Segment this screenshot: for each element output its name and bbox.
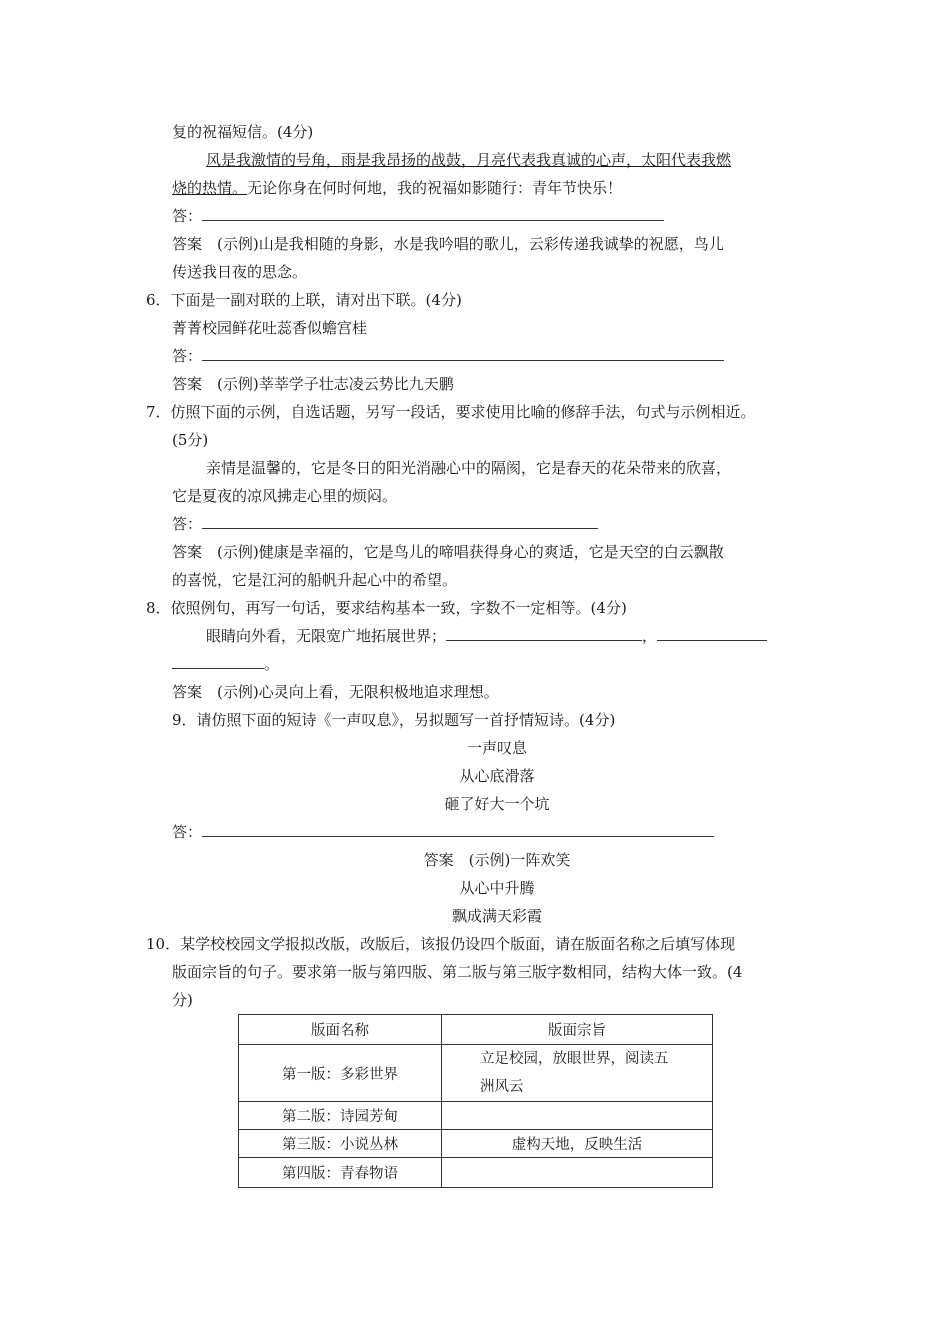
- q5-passage-rest: 无论你身在何时何地，我的祝福如影随行：青年节快乐！: [247, 179, 623, 197]
- answer-blank[interactable]: [657, 626, 767, 641]
- answer-blank[interactable]: [172, 654, 264, 669]
- answer-blank[interactable]: [202, 514, 598, 529]
- q5-answer-line: [172, 206, 664, 226]
- table-cell-aim-blank[interactable]: [442, 1158, 713, 1188]
- q5-prompt-cont: 复的祝福短信。(4分): [172, 123, 314, 141]
- answer-blank[interactable]: [202, 822, 714, 837]
- table-header-name: 版面名称: [239, 1015, 442, 1045]
- table-cell-aim-blank[interactable]: [442, 1102, 713, 1130]
- table-cell-name: 第四版：青春物语: [239, 1158, 442, 1188]
- table-row: [239, 1102, 713, 1130]
- table-row: [239, 1158, 713, 1188]
- table-header-row: [239, 1015, 713, 1045]
- table-cell-name: 第三版：小说丛林: [239, 1130, 442, 1158]
- q9-poem-line: 一声叹息: [466, 739, 527, 757]
- q5-underlined-text-end: 烧的热情。: [172, 179, 248, 197]
- q7-example-1: 亲情是温馨的，它是冬日的阳光消融心中的隔阂，它是春天的花朵带来的欣喜，: [206, 459, 732, 477]
- table-cell-name: 第二版：诗园芳甸: [239, 1102, 442, 1130]
- q8-prompt: 8．依照例句，再写一句话，要求结构基本一致，字数不一定相等。(4分): [146, 599, 627, 617]
- q9-answer-line: [172, 822, 714, 842]
- table-cell-aim: [442, 1045, 713, 1102]
- q7-prompt-1: 7．仿照下面的示例，自选话题，另写一段话，要求使用比喻的修辞手法，句式与示例相近。: [146, 403, 756, 421]
- layout-table: [238, 1014, 713, 1188]
- q5-passage-line1: [206, 150, 731, 170]
- q6-prompt: 6．下面是一副对联的上联，请对出下联。(4分): [146, 291, 462, 309]
- q7-answer-line: [172, 514, 598, 534]
- q8-comma: ，: [642, 627, 658, 645]
- q6-couplet-line: 菁菁校园鲜花吐蕊香似蟾宫桂: [172, 319, 368, 337]
- q8-period: 。: [264, 655, 280, 673]
- q8-continuation-line: [172, 654, 279, 674]
- q9-answer-3: 飘成满天彩霞: [451, 907, 542, 925]
- q9-prompt: 9．请仿照下面的短诗《一声叹息》，另拟题写一首抒情短诗。(4分): [172, 711, 616, 729]
- q6-answer: 答案 (示例)莘莘学子壮志凌云势比九天鹏: [172, 375, 454, 393]
- table-row: [239, 1130, 713, 1158]
- q10-prompt-1: 10．某学校校园文学报拟改版，改版后，该报仍设四个版面，请在版面名称之后填写体现: [146, 935, 736, 953]
- q8-example: 眼睛向外看，无限宽广地拓展世界；: [206, 627, 447, 645]
- answer-label: 答：: [172, 347, 203, 365]
- answer-label: 答：: [172, 823, 203, 841]
- q7-answer-2: 的喜悦，它是江河的船帆升起心中的希望。: [172, 571, 458, 589]
- table-cell-aim-line: 洲风云: [480, 1079, 524, 1095]
- table-header-aim: 版面宗旨: [442, 1015, 713, 1045]
- q7-example-2: 它是夏夜的凉风拂走心里的烦闷。: [172, 487, 398, 505]
- q5-passage-line2: [172, 178, 622, 198]
- answer-label: 答：: [172, 207, 203, 225]
- q5-answer-1: 答案 (示例)山是我相随的身影，水是我吟唱的歌儿，云彩传递我诚挚的祝愿，鸟儿: [172, 235, 724, 253]
- q7-prompt-2: (5分): [172, 431, 209, 449]
- q9-answer-1: 答案 (示例)一阵欢笑: [423, 851, 571, 869]
- q5-underlined-text: 风是我激情的号角，雨是我昂扬的战鼓，月亮代表我真诚的心声，太阳代表我燃: [206, 151, 732, 169]
- q9-poem-line: 从心底滑落: [459, 767, 535, 785]
- q6-answer-line: [172, 346, 724, 366]
- answer-blank[interactable]: [446, 626, 642, 641]
- table-cell-aim: 虚构天地，反映生活: [442, 1130, 713, 1158]
- q10-prompt-3: 分): [172, 991, 193, 1009]
- answer-label: 答：: [172, 515, 203, 533]
- table-cell-name: 第一版：多彩世界: [239, 1045, 442, 1102]
- q8-example-line: [206, 626, 767, 646]
- q9-poem-line: 砸了好大一个坑: [444, 795, 550, 813]
- q8-answer: 答案 (示例)心灵向上看，无限积极地追求理想。: [172, 683, 499, 701]
- table-row: [239, 1045, 713, 1102]
- q5-answer-2: 传送我日夜的思念。: [172, 263, 308, 281]
- q7-answer-1: 答案 (示例)健康是幸福的，它是鸟儿的啼唱获得身心的爽适，它是天空的白云飘散: [172, 543, 724, 561]
- answer-blank[interactable]: [202, 346, 724, 361]
- q9-answer-2: 从心中升腾: [459, 879, 535, 897]
- q10-prompt-2: 版面宗旨的句子。要求第一版与第四版、第二版与第三版字数相同，结构大体一致。(4: [172, 963, 743, 981]
- table-cell-aim-line: 立足校园，放眼世界，阅读五: [480, 1051, 669, 1067]
- answer-blank[interactable]: [202, 206, 664, 221]
